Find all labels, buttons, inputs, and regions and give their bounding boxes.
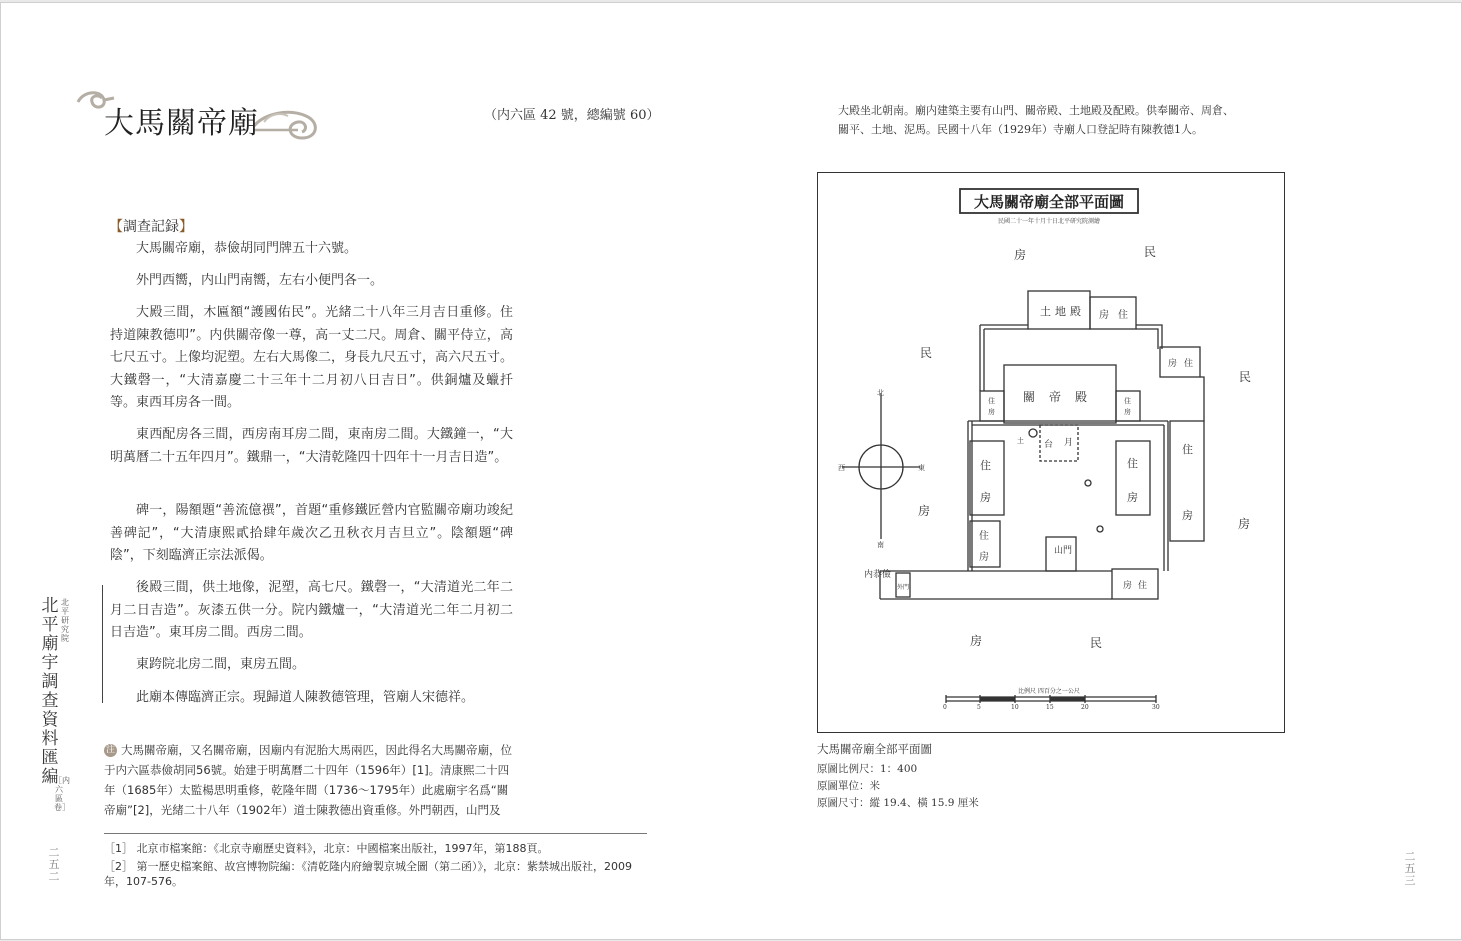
scale-label: 比例尺 四百分之一公尺 (1018, 688, 1080, 695)
tudi-east-room (1090, 297, 1136, 329)
compass-east: 東 (918, 464, 925, 472)
bell-icon (1085, 480, 1091, 486)
record-paragraph-6: 後殿三間，供土地像，泥塑，高七尺。鐵磬一，“大清道光二年二月二日吉造”。灰漆五供一分。院内鐵爐一，“大清道光二年二月初二日吉造”。東耳房二間。西房二間。 (110, 580, 513, 640)
northeast-room-zhu: 住 (1184, 359, 1194, 369)
page-number-left: 二五二 (48, 846, 60, 883)
east-wall (1200, 377, 1204, 421)
intro-text: 大殿坐北朝南。廟内建築主要有山門、關帝殿、土地殿及配殿。供奉關帝、周倉、關平、土地、泥馬。民國十八年（1929年）寺廟人口登記時有陳教德1人。 (838, 104, 1234, 136)
north-courtyard-wall (980, 325, 1162, 391)
label-fang-top: 房 (1014, 248, 1027, 262)
compass-axes (842, 393, 920, 539)
note-badge: 注 (105, 745, 115, 755)
tudi-east-room-fang: 房 (1099, 310, 1109, 321)
label-fang-bottom: 房 (970, 634, 983, 648)
compass-west: 西 (838, 464, 845, 472)
caption-size: 原圖尺寸：縱 19.4、橫 15.9 厘米 (817, 797, 979, 809)
record-paragraph-5: 碑一，陽額題“善流億禩”，首題“重修鐵匠營内官監關帝廟功竣紀善碑記”，“大清康熙貳拾肆年歲次乙丑秋衣月吉旦立”。陰額題“碑陰”，下刻臨濟正宗法派偈。 (110, 503, 513, 563)
scale-tick-15: 15 (1046, 704, 1054, 711)
compass-north: 北 (877, 389, 884, 397)
guandi-hall-label: 關帝殿 (1023, 390, 1102, 404)
map-title: 大馬關帝廟全部平面圖 (973, 193, 1125, 211)
shanmen-label-1: 山門 (1054, 546, 1073, 556)
south-room (1112, 569, 1158, 599)
margin-rule (102, 585, 103, 703)
label-min-bottom: 民 (1090, 636, 1103, 650)
figure-caption: 大馬關帝廟全部平面圖 (817, 742, 932, 756)
east-courtyard-room-fang: 房 (1182, 509, 1193, 522)
stele-icon (1097, 526, 1103, 532)
scale-tick-10: 10 (1011, 704, 1019, 711)
tudi-hall-label: 土地殿 (1040, 305, 1085, 318)
south-room-zhu: 住 (1138, 581, 1148, 591)
map-subtitle: 民國二十一年十月十日北平研究院測繪 (997, 218, 1101, 225)
hall-west-ear-zhu: 住 (988, 397, 995, 405)
document-number: （内六區 42 號，總編號 60） (484, 108, 660, 123)
record-paragraph-2: 外門西嚮，内山門南嚮，左右小便門各一。 (136, 273, 384, 288)
west-side-hall-zhu: 住 (980, 459, 991, 472)
moon-terrace-tai: 台 (1044, 440, 1054, 450)
scale-tick-30: 30 (1152, 704, 1160, 711)
hall-east-ear-zhu: 住 (1124, 397, 1131, 405)
label-fang-left: 房 (918, 504, 931, 518)
record-paragraph-1: 大馬關帝廟，恭儉胡同門牌五十六號。 (136, 241, 358, 256)
caption-scale: 原圖比例尺：1：400 (817, 763, 918, 775)
annotation-note (104, 740, 512, 820)
series-publisher: 北平研究院 (61, 598, 69, 643)
footnote-1: ［1］ 北京市檔案館：《北京寺廟歷史資料》，北京：中國檔案出版社，1997年，第188頁。 (104, 842, 549, 855)
record-paragraph-8: 此廟本傳臨濟正宗。現歸道人陳教德管理，管廟人宋德祥。 (136, 690, 475, 705)
south-room-fang: 房 (1123, 581, 1133, 591)
tudi-east-room-zhu: 住 (1118, 310, 1128, 321)
hall-east-ear-fang: 房 (1124, 408, 1131, 416)
hall-east-ear (1116, 391, 1140, 421)
label-fang-right: 房 (1238, 517, 1251, 531)
footnote-2: ［2］ 第一歷史檔案館、故宫博物院編：《清乾隆内府繪製京城全圖（第二函）》，北京：紫禁城出版社，2009年，107-576。 (104, 860, 632, 888)
east-side-hall-zhu: 住 (1127, 457, 1138, 470)
series-volume: ［内六區卷］ (54, 776, 70, 812)
scale-tick-20: 20 (1081, 704, 1089, 711)
compass-south: 南 (877, 541, 884, 549)
entrance-corridor (880, 571, 1112, 599)
east-courtyard-room (1170, 421, 1204, 541)
northeast-room (1160, 347, 1200, 377)
hall-west-ear-fang: 房 (988, 408, 995, 416)
record-paragraph-3: 大殿三間，木匾額“護國佑民”。光緒二十八年三月吉日重修。住持道陳教德叩”。内供關帝像一尊，高一丈二尺。周倉、關平侍立，高七尺五寸。上像均泥塑。左右大馬像二，身長九尺五寸，高六尺五寸。大鐵磬一，“大清嘉慶二十三年十二月初八日吉日”。供銅爐及蠟扦等。東西耳房各一間。 (110, 305, 514, 410)
label-min-right: 民 (1239, 370, 1252, 384)
scale-tick-0: 0 (943, 704, 947, 711)
series-title: 北平廟宇調查資料匯編 (41, 596, 59, 787)
hall-west-ear (980, 391, 1004, 421)
street-label: 内恭儉 (864, 570, 892, 580)
outer-gate-label: 外門 (897, 584, 910, 591)
record-paragraph-7: 東跨院北房二間，東房五間。 (136, 657, 306, 672)
floor-plan-drawing (818, 173, 1284, 732)
east-side-hall-fang: 房 (1127, 491, 1138, 504)
incense-burner-icon (1029, 429, 1037, 437)
east-courtyard-room-zhu: 住 (1182, 443, 1193, 456)
note-text: 大馬關帝廟，又名關帝廟，因廟内有泥胎大馬兩匹，因此得名大馬關帝廟，位于内六區恭儉胡同56號。始建于明萬曆二十四年（1596年）[1]。清康熙二十四年（1685年）太監楊思明重修，乾隆年間（1736～1795年）此處廟宇名爲“關帝廟”[2]，光緒二十八年（1902年）道士陳教德出資重修。外門朝西，山門及 (104, 743, 512, 817)
footnote-divider (104, 833, 647, 834)
southwest-room-zhu: 住 (979, 531, 989, 542)
label-tu: 土 (1017, 437, 1024, 445)
southwest-room-fang: 房 (979, 552, 989, 563)
section-heading: 【調查記録】 (109, 219, 193, 235)
caption-unit: 原圖單位：米 (817, 780, 880, 792)
record-paragraph-4: 東西配房各三間，西房南耳房二間，東南房二間。大鐵鐘一，“大明萬曆二十五年四月”。鐵鼎一，“大清乾隆四十四年十一月吉日造”。 (110, 427, 513, 465)
label-min-top: 民 (1144, 245, 1157, 259)
north-courtyard-wall-inner (984, 329, 1158, 391)
page-title: 大馬關帝廟 (104, 106, 259, 141)
page-number-right: 二五三 (1404, 850, 1416, 887)
moon-terrace-yue: 月 (1064, 438, 1074, 448)
scale-tick-5: 5 (977, 704, 981, 711)
label-min-left: 民 (920, 346, 933, 360)
northeast-room-fang: 房 (1168, 359, 1178, 369)
floor-plan-figure (817, 172, 1285, 733)
west-side-hall-fang: 房 (980, 491, 991, 504)
